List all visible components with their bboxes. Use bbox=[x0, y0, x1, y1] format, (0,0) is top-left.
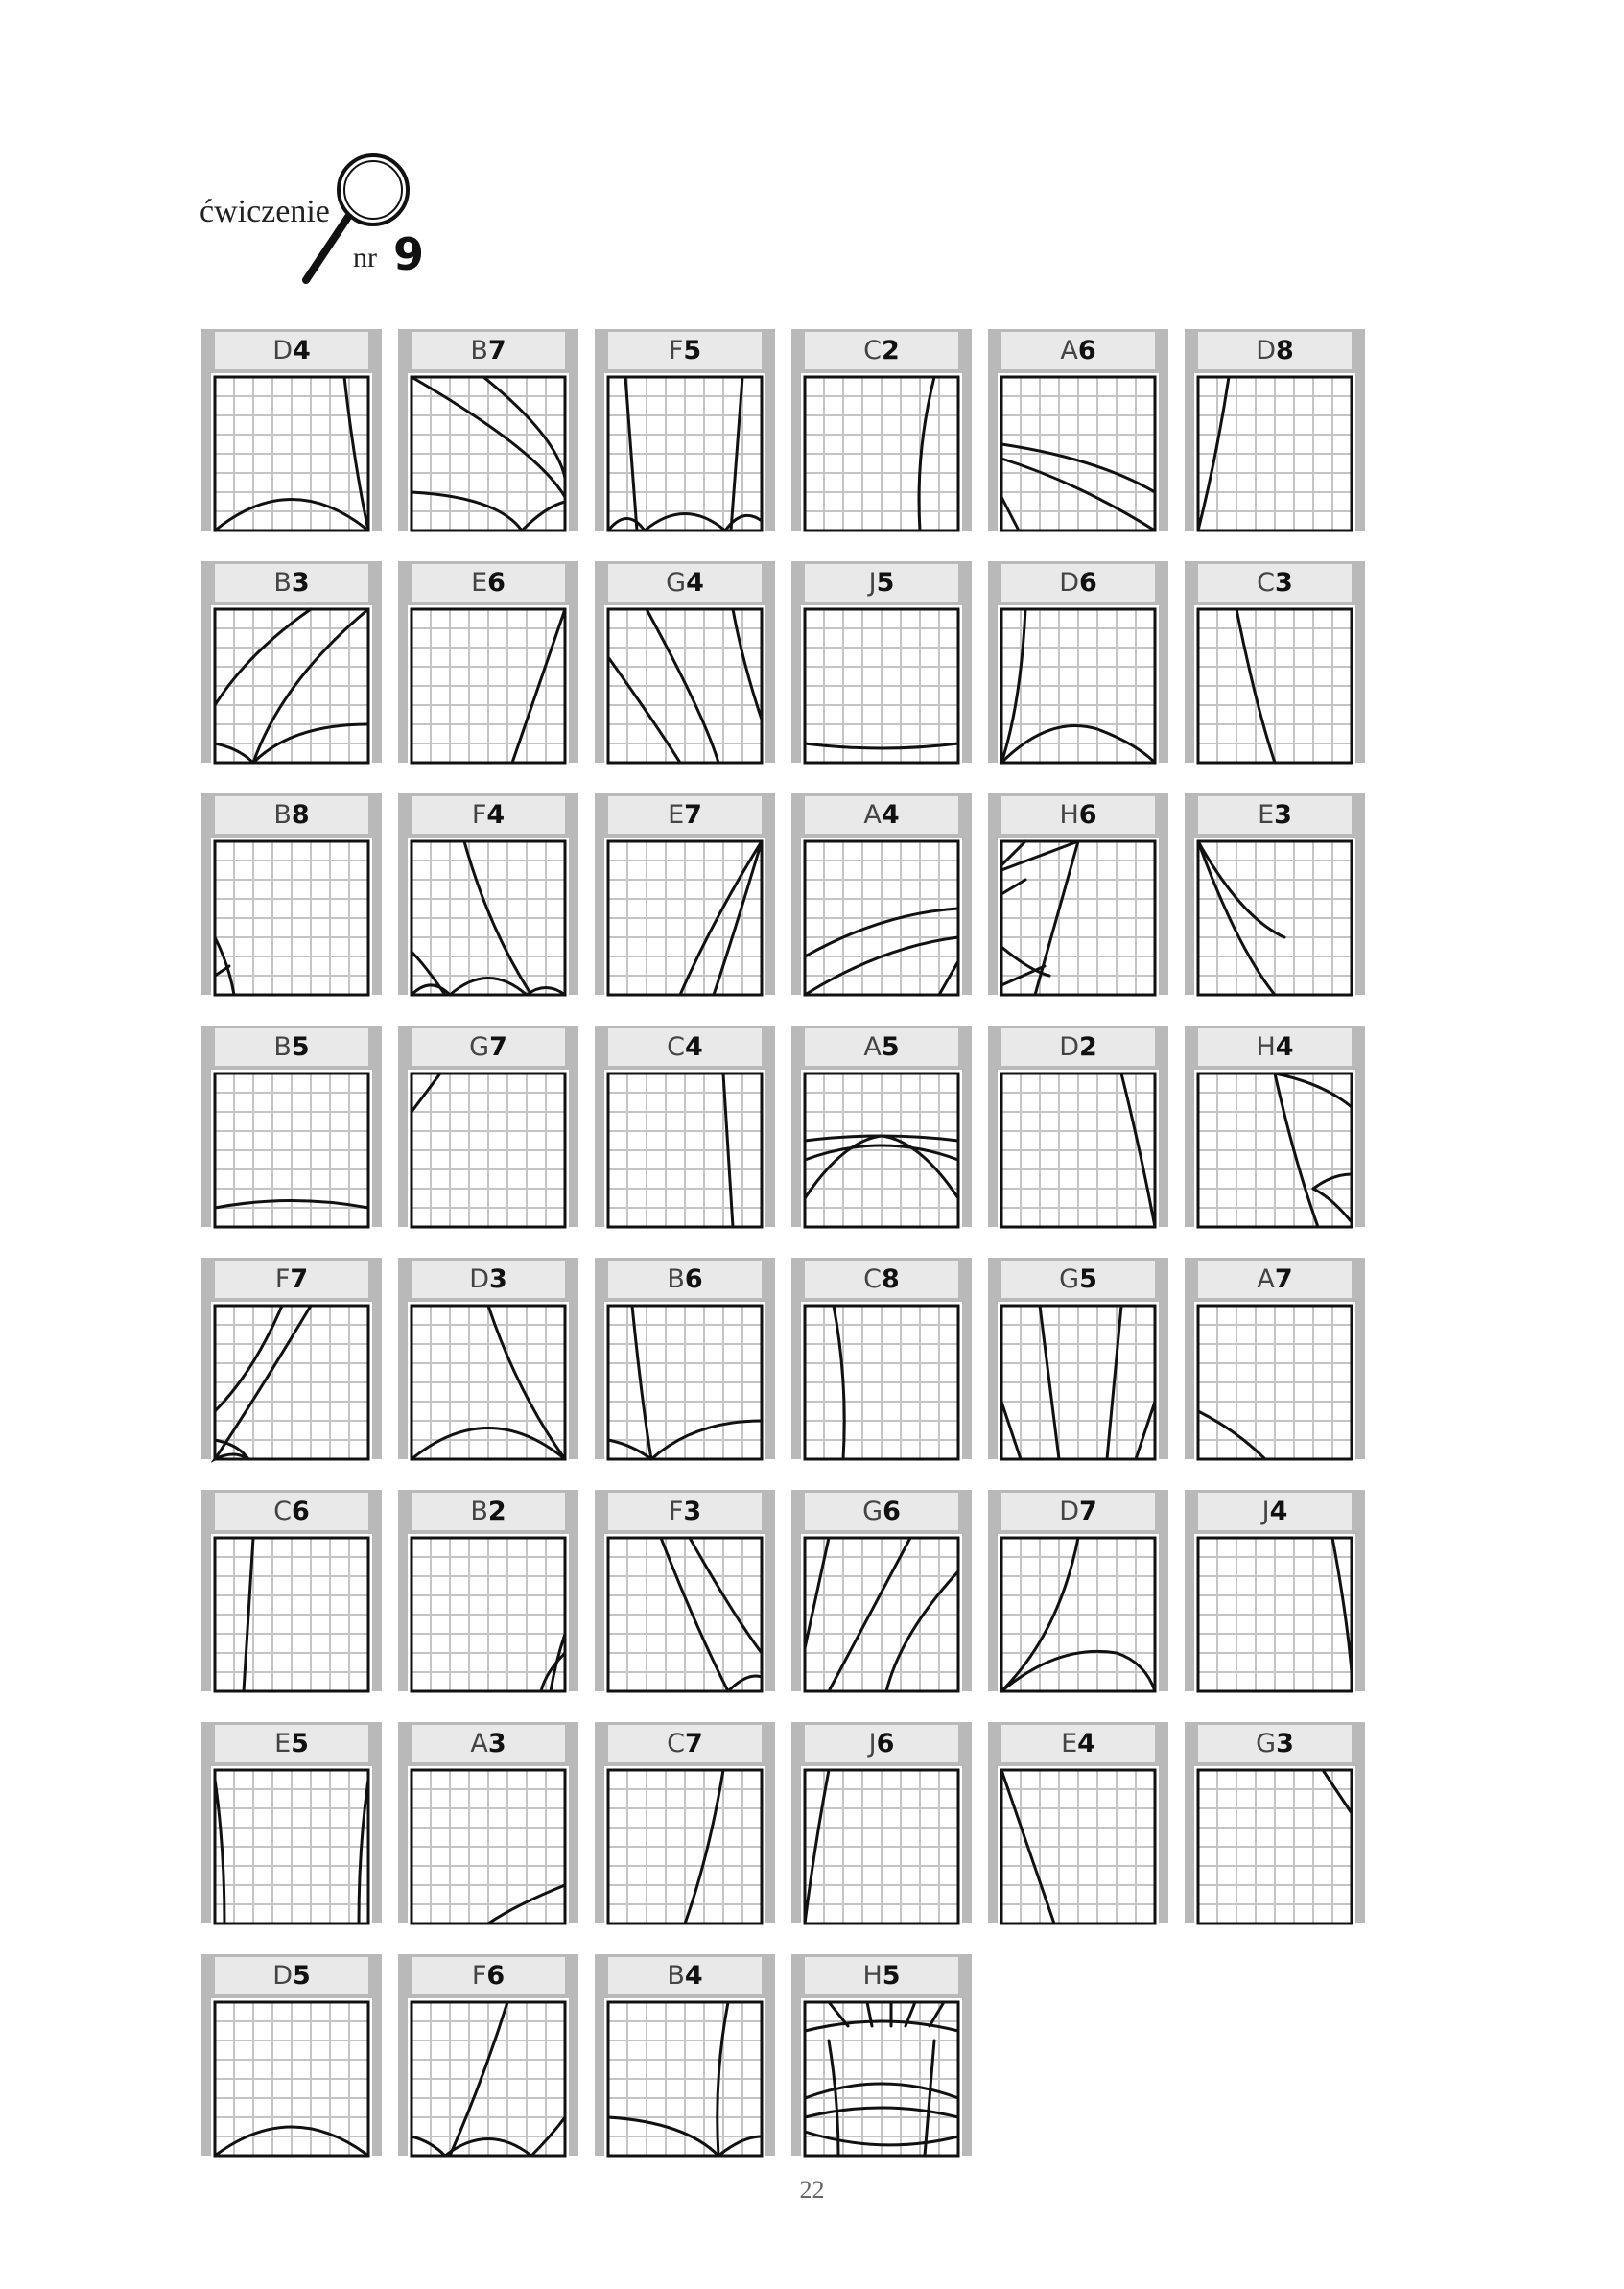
tile-letter: B bbox=[667, 1961, 685, 1991]
tile-label bbox=[1001, 796, 1155, 834]
tile-letter: A bbox=[1257, 1264, 1275, 1294]
tile-G3 bbox=[1185, 1722, 1365, 1923]
tile-drawing bbox=[604, 373, 765, 534]
tile-label bbox=[215, 796, 368, 834]
tile-letter: C bbox=[667, 1032, 686, 1062]
tile-D7 bbox=[988, 1490, 1168, 1691]
tile-drawing bbox=[408, 1070, 569, 1231]
tile-letter: B bbox=[273, 800, 292, 830]
tile-drawing bbox=[211, 1998, 372, 2159]
tile-drawing bbox=[604, 605, 765, 767]
tile-A7 bbox=[1185, 1258, 1365, 1459]
tile-grid bbox=[201, 329, 1381, 2152]
tile-label bbox=[805, 564, 958, 602]
tile-letter: H bbox=[862, 1961, 883, 1991]
tile-drawing bbox=[1194, 1534, 1355, 1695]
tile-letter: B bbox=[470, 336, 488, 366]
tile-drawing bbox=[604, 1534, 765, 1695]
tile-C3 bbox=[1185, 561, 1365, 763]
tile-letter: B bbox=[470, 1497, 488, 1526]
tile-E5 bbox=[201, 1722, 382, 1923]
tile-drawing bbox=[1194, 1766, 1355, 1927]
tile-label bbox=[608, 1957, 762, 1994]
tile-letter: G bbox=[1059, 1264, 1080, 1294]
tile-C6 bbox=[201, 1490, 382, 1691]
tile-letter: B bbox=[667, 1264, 685, 1294]
exercise-word: ćwiczenie bbox=[200, 194, 330, 229]
tile-label bbox=[1198, 1028, 1352, 1066]
tile-number: 7 bbox=[489, 1032, 507, 1062]
tile-B3 bbox=[201, 561, 382, 763]
tile-label bbox=[805, 1725, 958, 1762]
tile-number: 8 bbox=[1276, 336, 1294, 366]
tile-B6 bbox=[595, 1258, 775, 1459]
tile-number: 5 bbox=[1079, 1264, 1097, 1294]
tile-number: 5 bbox=[291, 1032, 310, 1062]
tile-C7 bbox=[595, 1722, 775, 1923]
tile-E4 bbox=[988, 1722, 1168, 1923]
tile-drawing bbox=[801, 1070, 962, 1231]
tile-label bbox=[805, 1493, 958, 1530]
tile-number: 4 bbox=[1077, 1729, 1095, 1758]
tile-H4 bbox=[1185, 1026, 1365, 1227]
tile-label bbox=[1198, 332, 1352, 369]
tile-letter: G bbox=[469, 1032, 490, 1062]
tile-letter: C bbox=[1257, 568, 1276, 598]
tile-D5 bbox=[201, 1954, 382, 2156]
tile-label bbox=[608, 1028, 762, 1066]
tile-number: 8 bbox=[291, 800, 310, 830]
tile-letter: G bbox=[666, 568, 687, 598]
tile-label bbox=[1198, 1261, 1352, 1298]
tile-number: 4 bbox=[881, 800, 900, 830]
tile-D3 bbox=[398, 1258, 578, 1459]
tile-number: 5 bbox=[876, 568, 895, 598]
tile-letter: G bbox=[1256, 1729, 1277, 1758]
tile-number: 7 bbox=[1079, 1497, 1097, 1526]
tile-drawing bbox=[604, 1998, 765, 2159]
tile-number: 6 bbox=[1077, 336, 1096, 366]
tile-drawing bbox=[998, 1302, 1159, 1463]
tile-drawing bbox=[408, 838, 569, 999]
tile-number: 6 bbox=[486, 1961, 506, 1991]
tile-number: 4 bbox=[486, 800, 506, 830]
tile-letter: E bbox=[1258, 800, 1275, 830]
tile-J5 bbox=[791, 561, 972, 763]
tile-B2 bbox=[398, 1490, 578, 1691]
tile-drawing bbox=[801, 1766, 962, 1927]
tile-label bbox=[215, 332, 368, 369]
tile-drawing bbox=[408, 1302, 569, 1463]
tile-letter: E bbox=[1061, 1729, 1078, 1758]
tile-number: 6 bbox=[292, 1497, 310, 1526]
exercise-nr-label: nr bbox=[353, 242, 377, 273]
tile-label bbox=[412, 1261, 565, 1298]
tile-E3 bbox=[1185, 793, 1365, 995]
tile-B4 bbox=[595, 1954, 775, 2156]
tile-number: 3 bbox=[487, 1729, 506, 1758]
tile-label bbox=[608, 564, 762, 602]
tile-label bbox=[1001, 332, 1155, 369]
tile-label bbox=[805, 1957, 958, 1994]
tile-label bbox=[1001, 1725, 1155, 1762]
tile-letter: J bbox=[1261, 1497, 1270, 1526]
tile-label bbox=[1198, 1493, 1352, 1530]
tile-letter: D bbox=[1059, 1032, 1079, 1062]
tile-number: 5 bbox=[683, 336, 702, 366]
tile-G7 bbox=[398, 1026, 578, 1227]
tile-drawing bbox=[1194, 605, 1355, 767]
tile-A5 bbox=[791, 1026, 972, 1227]
tile-label bbox=[608, 796, 762, 834]
tile-letter: J bbox=[868, 1729, 877, 1758]
tile-letter: A bbox=[470, 1729, 488, 1758]
exercise-number: 9 bbox=[393, 228, 425, 280]
tile-letter: G bbox=[862, 1497, 883, 1526]
tile-D8 bbox=[1185, 329, 1365, 531]
tile-label bbox=[1198, 564, 1352, 602]
tile-letter: C bbox=[667, 1729, 686, 1758]
tile-number: 6 bbox=[487, 568, 506, 598]
tile-letter: D bbox=[1059, 568, 1079, 598]
exercise-header bbox=[197, 144, 446, 288]
tile-number: 2 bbox=[882, 336, 900, 366]
tile-number: 6 bbox=[883, 1497, 901, 1526]
tile-B7 bbox=[398, 329, 578, 531]
tile-number: 7 bbox=[685, 1729, 703, 1758]
tile-G6 bbox=[791, 1490, 972, 1691]
tile-drawing bbox=[801, 838, 962, 999]
tile-letter: F bbox=[471, 800, 487, 830]
tile-J4 bbox=[1185, 1490, 1365, 1691]
tile-E6 bbox=[398, 561, 578, 763]
tile-label bbox=[608, 332, 762, 369]
tile-drawing bbox=[211, 605, 372, 767]
tile-letter: B bbox=[273, 1032, 292, 1062]
tile-drawing bbox=[998, 1070, 1159, 1231]
tile-number: 3 bbox=[1276, 1729, 1294, 1758]
tile-E7 bbox=[595, 793, 775, 995]
tile-drawing bbox=[801, 1998, 962, 2159]
tile-drawing bbox=[211, 1302, 372, 1463]
tile-label bbox=[412, 1725, 565, 1762]
tile-drawing bbox=[408, 1534, 569, 1695]
tile-letter: A bbox=[863, 1032, 882, 1062]
tile-letter: C bbox=[863, 336, 883, 366]
tile-letter: C bbox=[273, 1497, 293, 1526]
tile-number: 3 bbox=[489, 1264, 507, 1294]
tile-number: 6 bbox=[684, 1264, 703, 1294]
tile-A3 bbox=[398, 1722, 578, 1923]
tile-drawing bbox=[604, 1302, 765, 1463]
tile-letter: D bbox=[272, 1961, 293, 1991]
tile-drawing bbox=[408, 373, 569, 534]
tile-drawing bbox=[604, 1070, 765, 1231]
tile-letter: D bbox=[1059, 1497, 1079, 1526]
tile-label bbox=[215, 1261, 368, 1298]
tile-letter: J bbox=[868, 568, 877, 598]
tile-label bbox=[412, 1028, 565, 1066]
tile-drawing bbox=[211, 1070, 372, 1231]
tile-drawing bbox=[211, 1534, 372, 1695]
tile-D4 bbox=[201, 329, 382, 531]
tile-number: 3 bbox=[1274, 800, 1292, 830]
tile-letter: C bbox=[863, 1264, 883, 1294]
tile-letter: A bbox=[863, 800, 882, 830]
tile-drawing bbox=[604, 1766, 765, 1927]
tile-F4 bbox=[398, 793, 578, 995]
tile-label bbox=[412, 332, 565, 369]
tile-label bbox=[215, 1028, 368, 1066]
tile-number: 7 bbox=[487, 336, 506, 366]
tile-label bbox=[412, 1957, 565, 1994]
tile-C2 bbox=[791, 329, 972, 531]
tile-D6 bbox=[988, 561, 1168, 763]
tile-letter: H bbox=[1256, 1032, 1276, 1062]
tile-F5 bbox=[595, 329, 775, 531]
tile-drawing bbox=[1194, 1070, 1355, 1231]
tile-label bbox=[805, 1028, 958, 1066]
tile-number: 2 bbox=[1079, 1032, 1097, 1062]
tile-letter: F bbox=[274, 1264, 291, 1294]
tile-drawing bbox=[1194, 1302, 1355, 1463]
tile-G5 bbox=[988, 1258, 1168, 1459]
tile-C8 bbox=[791, 1258, 972, 1459]
tile-number: 4 bbox=[293, 336, 311, 366]
tile-drawing bbox=[1194, 373, 1355, 534]
tile-label bbox=[805, 796, 958, 834]
tile-letter: E bbox=[668, 800, 685, 830]
tile-label bbox=[805, 332, 958, 369]
tile-number: 4 bbox=[684, 1961, 703, 1991]
tile-letter: E bbox=[471, 568, 488, 598]
tile-letter: D bbox=[1256, 336, 1276, 366]
tile-label bbox=[215, 1493, 368, 1530]
tile-number: 5 bbox=[293, 1961, 311, 1991]
tile-A6 bbox=[988, 329, 1168, 531]
tile-C4 bbox=[595, 1026, 775, 1227]
tile-label bbox=[215, 1725, 368, 1762]
tile-label bbox=[215, 1957, 368, 1994]
tile-number: 4 bbox=[686, 568, 704, 598]
tile-F6 bbox=[398, 1954, 578, 2156]
tile-drawing bbox=[801, 605, 962, 767]
tile-drawing bbox=[998, 605, 1159, 767]
tile-letter: B bbox=[273, 568, 292, 598]
tile-drawing bbox=[998, 1766, 1159, 1927]
tile-label bbox=[608, 1261, 762, 1298]
tile-F3 bbox=[595, 1490, 775, 1691]
tile-D2 bbox=[988, 1026, 1168, 1227]
tile-H6 bbox=[988, 793, 1168, 995]
tile-label bbox=[1001, 1493, 1155, 1530]
tile-drawing bbox=[998, 373, 1159, 534]
tile-letter: D bbox=[469, 1264, 489, 1294]
tile-number: 6 bbox=[1079, 568, 1097, 598]
tile-number: 7 bbox=[684, 800, 702, 830]
tile-number: 6 bbox=[1078, 800, 1097, 830]
tile-number: 4 bbox=[1269, 1497, 1288, 1526]
tile-drawing bbox=[211, 1766, 372, 1927]
tile-F7 bbox=[201, 1258, 382, 1459]
tile-G4 bbox=[595, 561, 775, 763]
tile-number: 4 bbox=[685, 1032, 703, 1062]
tile-number: 4 bbox=[1275, 1032, 1294, 1062]
tile-drawing bbox=[1194, 838, 1355, 999]
tile-letter: F bbox=[668, 336, 684, 366]
tile-label bbox=[608, 1493, 762, 1530]
tile-drawing bbox=[801, 1302, 962, 1463]
tile-A4 bbox=[791, 793, 972, 995]
tile-drawing bbox=[604, 838, 765, 999]
tile-drawing bbox=[801, 373, 962, 534]
tile-number: 7 bbox=[290, 1264, 309, 1294]
tile-drawing bbox=[211, 838, 372, 999]
tile-number: 5 bbox=[882, 1961, 901, 1991]
tile-drawing bbox=[998, 1534, 1159, 1695]
tile-number: 3 bbox=[291, 568, 310, 598]
tile-J6 bbox=[791, 1722, 972, 1923]
tile-letter: F bbox=[668, 1497, 684, 1526]
tile-label bbox=[1001, 1028, 1155, 1066]
tile-label bbox=[805, 1261, 958, 1298]
tile-number: 7 bbox=[1274, 1264, 1293, 1294]
tile-drawing bbox=[408, 605, 569, 767]
page-number: 22 bbox=[799, 2176, 825, 2204]
tile-number: 2 bbox=[487, 1497, 506, 1526]
tile-letter: D bbox=[272, 336, 293, 366]
tile-label bbox=[412, 1493, 565, 1530]
tile-number: 8 bbox=[882, 1264, 900, 1294]
tile-number: 3 bbox=[683, 1497, 702, 1526]
tile-drawing bbox=[408, 1998, 569, 2159]
tile-label bbox=[608, 1725, 762, 1762]
tile-label bbox=[412, 564, 565, 602]
tile-label bbox=[1001, 1261, 1155, 1298]
tile-number: 5 bbox=[881, 1032, 900, 1062]
tile-label bbox=[1198, 796, 1352, 834]
tile-B8 bbox=[201, 793, 382, 995]
tile-drawing bbox=[801, 1534, 962, 1695]
tile-label bbox=[1001, 564, 1155, 602]
tile-label bbox=[412, 796, 565, 834]
tile-drawing bbox=[408, 1766, 569, 1927]
tile-number: 3 bbox=[1275, 568, 1293, 598]
tile-H5 bbox=[791, 1954, 972, 2156]
tile-letter: E bbox=[274, 1729, 292, 1758]
tile-B5 bbox=[201, 1026, 382, 1227]
tile-drawing bbox=[998, 838, 1159, 999]
tile-label bbox=[1198, 1725, 1352, 1762]
tile-letter: A bbox=[1060, 336, 1078, 366]
tile-letter: H bbox=[1059, 800, 1079, 830]
tile-number: 6 bbox=[876, 1729, 895, 1758]
tile-number: 5 bbox=[291, 1729, 309, 1758]
tile-letter: F bbox=[471, 1961, 487, 1991]
tile-label bbox=[215, 564, 368, 602]
tile-drawing bbox=[211, 373, 372, 534]
